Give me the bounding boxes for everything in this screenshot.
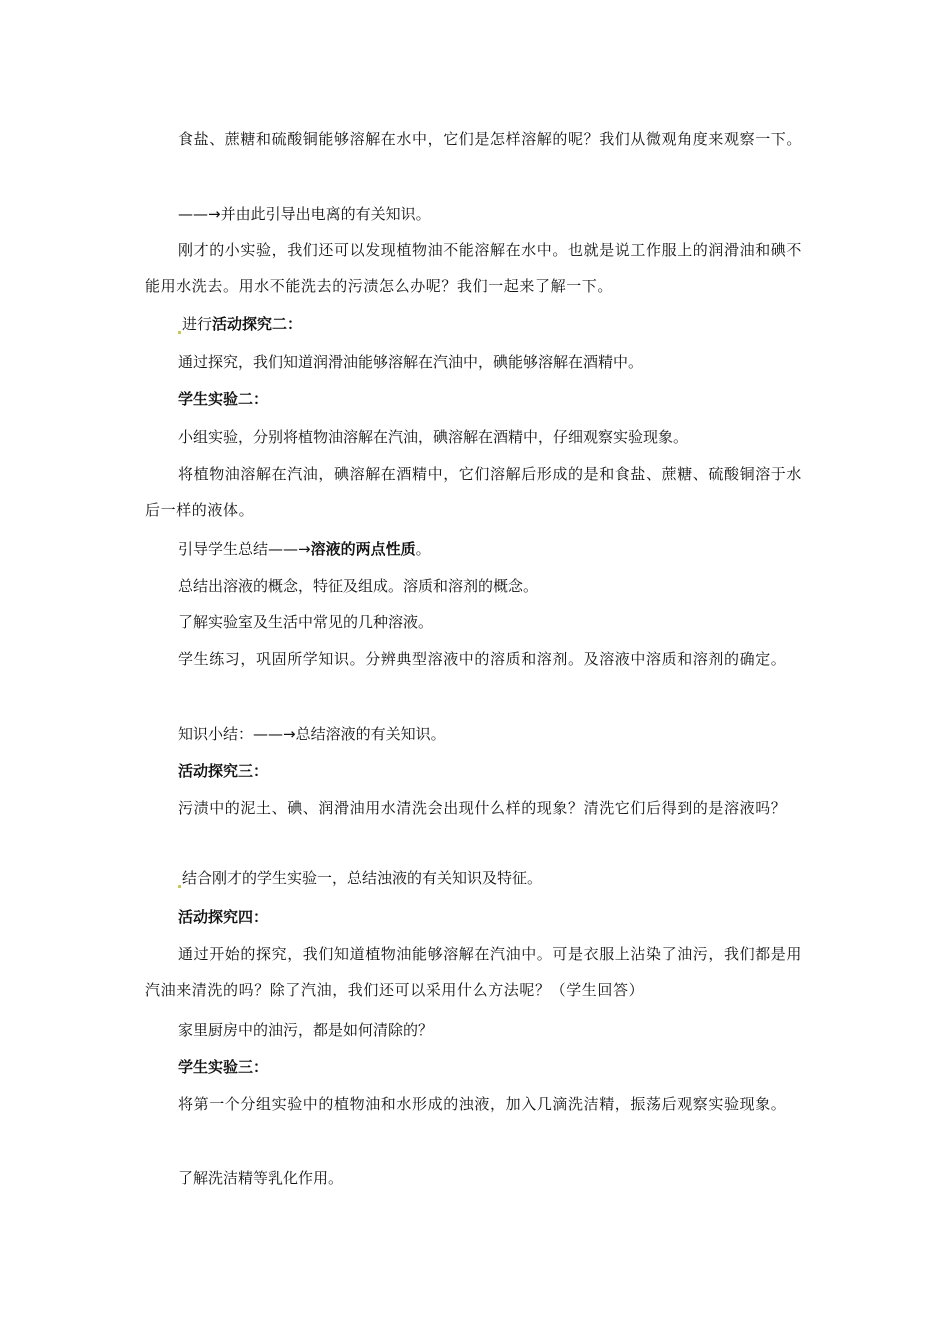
heading-activity-three: 活动探究三：	[178, 762, 269, 780]
paragraph-suspension-summary: 结合刚才的学生实验一，总结浊液的有关知识及特征。	[178, 868, 542, 888]
paragraph-group-experiment: 小组实验，分别将植物油溶解在汽油，碘溶解在酒精中，仔细观察实验现象。	[178, 428, 689, 446]
paragraph-oil-insoluble: 刚才的小实验，我们还可以发现植物油不能溶解在水中。也就是说工作服上的润滑油和碘不能用水洗去。用水不能洗去的污渍怎么办呢？我们一起来了解一下。	[145, 241, 803, 295]
paragraph-guide-summary: 引导学生总结——→溶液的两点性质。	[178, 540, 431, 558]
annotation-mark	[178, 885, 181, 888]
paragraph-activity-two: 进行活动探究二：	[178, 314, 302, 334]
paragraph-dissolution-intro: 食盐、蔗糖和硫酸铜能够溶解在水中，它们是怎样溶解的呢？我们从微观角度来观察一下。	[178, 130, 803, 148]
paragraph-ionization: ——→并由此引导出电离的有关知识。	[178, 205, 431, 223]
paragraph-emulsification: 了解洗洁精等乳化作用。	[178, 1169, 344, 1187]
paragraph-common-solutions: 了解实验室及生活中常见的几种溶液。	[178, 613, 434, 631]
paragraph-stain-cleaning: 污渍中的泥土、碘、润滑油用水清洗会出现什么样的现象？清洗它们后得到的是溶液吗？	[178, 799, 787, 817]
heading-student-experiment-three: 学生实验三：	[178, 1058, 269, 1076]
paragraph-oil-stain-methods: 通过开始的探究，我们知道植物油能够溶解在汽油中。可是衣服上沾染了油污，我们都是用汽油来清洗的吗？除了汽油，我们还可以采用什么方法呢？（学生回答）	[145, 945, 803, 999]
paragraph-explore-result: 通过探究，我们知道润滑油能够溶解在汽油中，碘能够溶解在酒精中。	[178, 353, 644, 371]
paragraph-knowledge-summary: 知识小结：——→总结溶液的有关知识。	[178, 725, 446, 743]
paragraph-solution-formation: 将植物油溶解在汽油，碘溶解在酒精中，它们溶解后形成的是和食盐、蔗糖、硫酸铜溶于水后一样的液体。	[145, 465, 803, 519]
activity-two-heading: 活动探究二：	[212, 315, 303, 333]
paragraph-kitchen-grease: 家里厨房中的油污，都是如何清除的？	[178, 1021, 434, 1039]
paragraph-student-practice: 学生练习，巩固所学知识。分辨典型溶液中的溶质和溶剂。及溶液中溶质和溶剂的确定。	[178, 650, 787, 668]
paragraph-solution-concept: 总结出溶液的概念，特征及组成。溶质和溶剂的概念。	[178, 577, 539, 595]
heading-activity-four: 活动探究四：	[178, 908, 269, 926]
solution-properties: 溶液的两点性质	[310, 540, 416, 558]
heading-student-experiment-two: 学生实验二：	[178, 390, 269, 408]
annotation-mark	[178, 331, 181, 334]
paragraph-detergent-experiment: 将第一个分组实验中的植物油和水形成的浊液，加入几滴洗洁精，振荡后观察实验现象。	[178, 1095, 787, 1113]
